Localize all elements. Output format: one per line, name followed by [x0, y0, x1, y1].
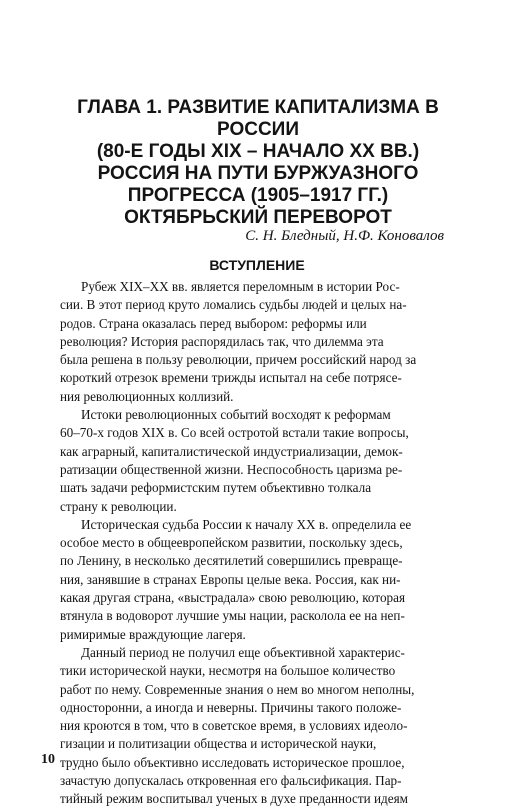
body-text — [60, 278, 450, 809]
text-line: шать задачи реформистским путем объективно толкала — [60, 480, 372, 496]
text-line: родов. Страна оказалась перед выбором: реформы или — [60, 315, 367, 331]
text-line: трудно было объективно исследовать историческое прошлое, — [60, 754, 405, 770]
text-line: Истоки революционных событий восходят к реформам — [81, 407, 391, 423]
paragraph — [60, 278, 450, 406]
text-line: работ по нему. Современные знания о нем во многом неполны, — [60, 681, 415, 697]
text-line: втянула в водоворот лучшие умы нации, расколола ее на неп- — [60, 608, 405, 624]
page-number: 10 — [41, 752, 55, 767]
text-line: ния революционных коллизий. — [60, 388, 234, 404]
text-line: какая другая страна, «выстрадала» свою революцию, которая — [60, 590, 406, 606]
text-line: короткий отрезок времени трижды испытал на себе потрясе- — [60, 370, 402, 386]
text-line: по Ленину, в несколько десятилетий совершились превраще- — [60, 553, 403, 569]
paragraph — [60, 406, 450, 516]
chapter-title-line: РОССИЯ НА ПУТИ БУРЖУАЗНОГО — [97, 163, 419, 184]
paragraph — [60, 644, 450, 809]
text-line: Данный период не получил еще объективной характерис- — [81, 644, 405, 660]
text-line: Рубеж XIX–XX вв. является переломным в истории Рос- — [81, 279, 400, 294]
chapter-title-line: ПРОГРЕССА (1905–1917 ГГ.) — [127, 185, 389, 206]
text-line: как аграрный, капиталистической индустриализации, демок- — [60, 443, 403, 459]
text-line: 60–70-х годов XIX в. Со всей остротой встали такие вопросы, — [60, 425, 409, 441]
text-line: была решена в пользу революции, причем российский народ за — [60, 352, 417, 368]
chapter-title-line: РОССИИ — [217, 119, 299, 140]
text-line: гизации и политизации общества и исторической науки, — [60, 736, 377, 752]
paragraph — [60, 516, 450, 644]
chapter-title-line: (80-Е ГОДЫ XIX – НАЧАЛО XX ВВ.) — [96, 141, 420, 162]
text-line: римиримые враждующие лагеря. — [60, 626, 246, 642]
chapter-title-line: ГЛАВА 1. РАЗВИТИЕ КАПИТАЛИЗМА В — [77, 97, 439, 118]
text-line: зачастую допускалась откровенная его фальсификация. Пар- — [60, 773, 402, 789]
text-line: революция? История распорядилась так, что дилемма эта — [60, 333, 384, 349]
text-line: страну к революции. — [60, 498, 177, 514]
text-line: ния, занявшие в странах Европы целые века. Россия, как ни- — [60, 571, 401, 587]
text-line: особое место в общеевропейском развитии, поскольку здесь, — [60, 535, 403, 551]
section-heading: ВСТУПЛЕНИЕ — [209, 257, 305, 273]
text-line: сии. В этот период круто ломались судьбы людей и целых на- — [60, 297, 407, 313]
chapter-title-line: ОКТЯБРЬСКИЙ ПЕРЕВОРОТ — [124, 207, 392, 228]
chapter-title — [60, 97, 456, 229]
text-line: ратизации общественной жизни. Неспособность царизма ре- — [60, 461, 403, 477]
text-line: Историческая судьба России к началу XX в. определила ее — [81, 516, 412, 532]
text-line: тики исторической науки, несмотря на большое количество — [60, 663, 396, 679]
text-line: односторонни, а иногда и неверны. Причины такого положе- — [60, 699, 402, 715]
authors-byline: С. Н. Бледный, Н.Ф. Коновалов — [245, 228, 444, 244]
text-line: тийный режим воспитывал ученых в духе преданности идеям — [60, 791, 409, 807]
text-line: ния кроются в том, что в советское время, в условиях идеоло- — [60, 718, 408, 734]
